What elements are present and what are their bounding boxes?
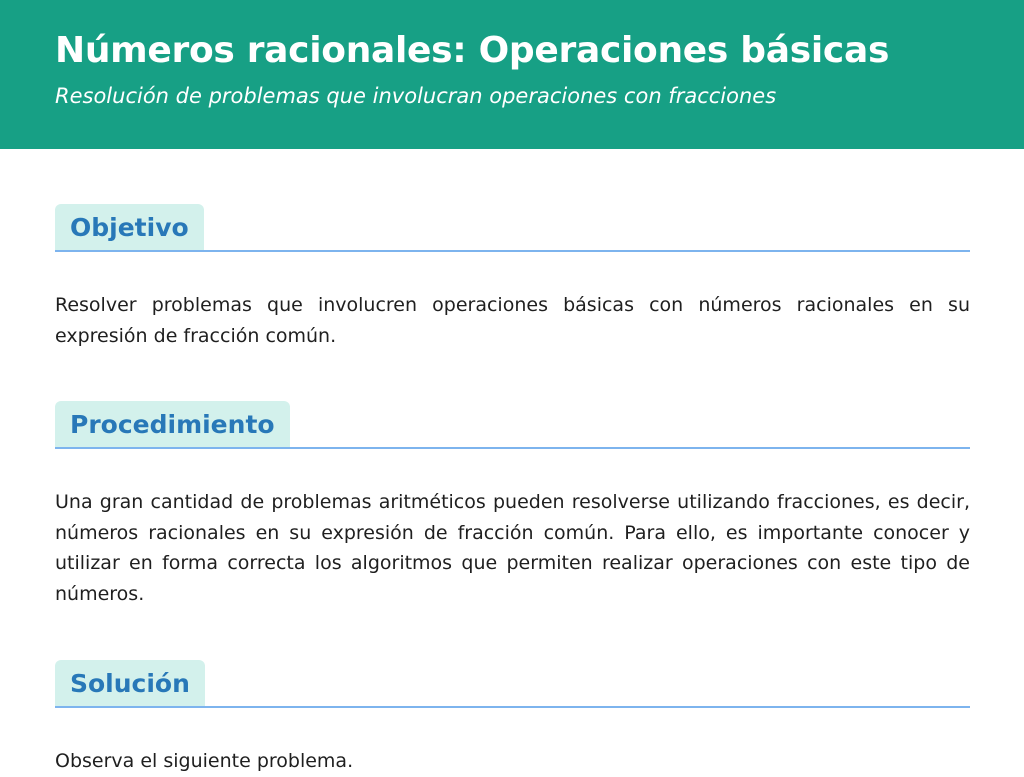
section-procedimiento: [55, 401, 970, 609]
section-body: Resolver problemas que involucren operaciones básicas con números racionales en su expresión de fracción común.: [55, 294, 970, 347]
page-title: Números racionales: Operaciones básicas: [55, 30, 890, 71]
section-heading: Solución: [55, 660, 205, 706]
section-heading-bar: [55, 660, 970, 708]
section-heading-bar: [55, 401, 970, 449]
section-solucion: [55, 660, 970, 777]
section-heading: Objetivo: [55, 204, 204, 250]
section-body: Una gran cantidad de problemas aritméticos pueden resolverse utilizando fracciones, es decir, números racionales en su expresión de fracción común. Para ello, es importante conocer y utilizar en forma correcta los algoritmos que permiten realizar operaciones con este tipo de números.: [55, 491, 970, 605]
page-subtitle: Resolución de problemas que involucran operaciones con fracciones: [55, 84, 777, 108]
section-heading: Procedimiento: [55, 401, 290, 447]
page-header: [0, 0, 1024, 149]
section-heading-bar: [55, 204, 970, 252]
section-objetivo: [55, 204, 970, 351]
section-body: Observa el siguiente problema.: [55, 750, 354, 772]
